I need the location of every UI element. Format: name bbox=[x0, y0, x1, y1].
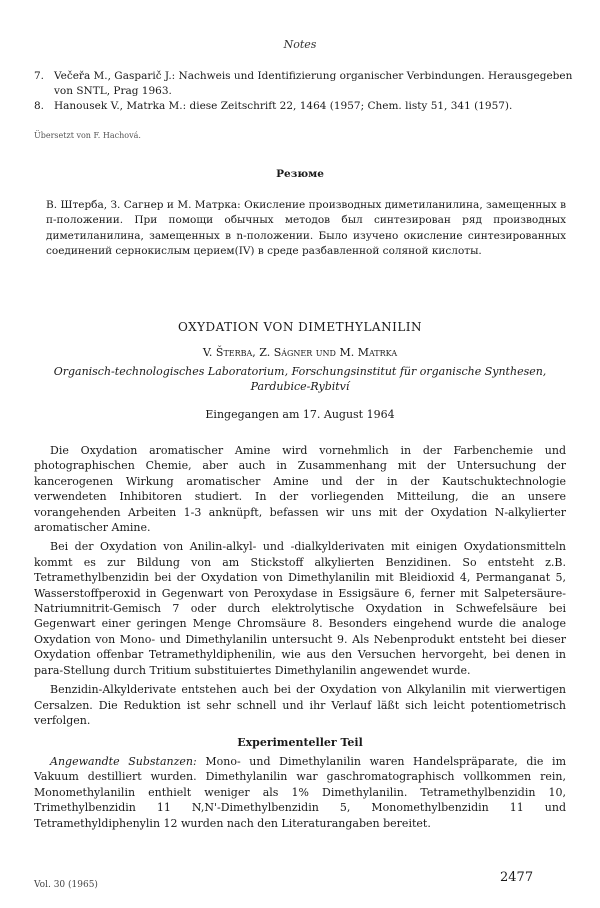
running-header: Notes bbox=[283, 38, 317, 51]
resume-text: В. Штерба, З. Сагнер и М. Матрка: Окисление производных диметиланилина, замещенных в п-положении. При помощи обычных методов был синтезирован ряд производных диметиланилина, замещенных в n-положении. Было изучено окисление синтезированных соединений сернокислым церием(IV) в среде разбавленной соляной кислоты. bbox=[46, 199, 566, 258]
section-heading: Experimenteller Teil bbox=[237, 736, 363, 749]
affiliation-line: Pardubice-Rybitví bbox=[250, 380, 350, 393]
article-authors: V. Šterba, Z. Ságner und M. Matrka bbox=[202, 346, 398, 359]
page-number: 2477 bbox=[500, 870, 534, 885]
paragraph: Benzidin-Alkylderivate entstehen auch bei der Oxydation von Alkylanilin mit vierwertigen Cersalzen. Die Reduktion ist sehr schnell und ihr Verlauf läßt sich leicht potentiometrisch verfolgen. bbox=[34, 683, 566, 727]
journal-volume: Vol. 30 (1965) bbox=[34, 880, 98, 890]
main-text bbox=[34, 443, 566, 732]
paragraph: Bei der Oxydation von Anilin-alkyl- und -dialkylderivaten mit einigen Oxydationsmitteln kommt es zur Bildung von am Stickstoff alkylierten Benzidinen. So entsteht z.B. Tetramethylbenzidin bei der Oxydation von Dimethylanilin mit Bleidioxid 4, Permanganat 5, Wasserstoffperoxid in Gegenwart von Peroxydase in Essigsäure 6, ferner mit Salpetersäure-Natriumnitrit-Gemisch 7 oder durch elektrolytische Oxydation in Schwefelsäure bei Gegenwart einer geringen Menge Chromsäure 8. Besonders eingehend wurde die analoge Oxydation von Mono- und Dimethylanilin untersucht 9. Als Nebenprodukt entsteht bei dieser Oxydation offenbar Tetramethyldiphenilin, wie aus den Versuchen hervorgeht, bei denen in para-Stellung durch Tritium substituiertes Dimethylanilin angewendet wurde. bbox=[34, 540, 566, 677]
reference-text: Hanousek V., Matrka M.: diese Zeitschrift 22, 1464 (1957; Chem. listy 51, 341 (1957). bbox=[54, 100, 513, 112]
resume-heading: Резюме bbox=[276, 168, 324, 180]
reference-number: 7. bbox=[34, 70, 45, 82]
reference-text: Večeřa M., Gasparič J.: Nachweis und Identifizierung organischer Verbindungen. Herausgegeben von SNTL, Prag 1963. bbox=[54, 70, 573, 97]
experimental-text bbox=[34, 754, 566, 831]
translator-note: Übersetzt von F. Hachová. bbox=[34, 131, 141, 140]
affiliation-line: Organisch-technologisches Laboratorium, Forschungsinstitut für organische Synthesen, bbox=[53, 365, 547, 378]
article-affiliation bbox=[0, 364, 600, 394]
reference-list bbox=[34, 69, 594, 114]
received-date: Eingegangen am 17. August 1964 bbox=[205, 408, 395, 421]
paragraph bbox=[34, 754, 566, 831]
reference-item bbox=[34, 69, 594, 99]
article-title: OXYDATION VON DIMETHYLANILIN bbox=[177, 320, 423, 334]
paragraph-body: Mono- und Dimethylanilin waren Handelspräparate, die im Vakuum destilliert wurden. Dimethylanilin war gaschromatographisch vollkommen rein, Monomethylanilin enthielt weniger als 1% Dimethylanilin. Tetramethylbenzidin 10, Trimethylbenzidin 11 N,N'-Dimethylbenzidin 5, Monomethylbenzidin 11 und Tetramethyldiphenylin 12 wurden nach den Literaturangaben bereitet. bbox=[34, 755, 566, 830]
reference-item bbox=[34, 99, 594, 114]
reference-number: 8. bbox=[34, 100, 45, 112]
paragraph-lead: Angewandte Substanzen: bbox=[50, 755, 197, 768]
paragraph: Die Oxydation aromatischer Amine wird vornehmlich in der Farbenchemie und photographischen Chemie, aber auch in Zusammenhang mit der Untersuchung der kancerogenen Wirkung aromatischer Amine und der in der Kautschuktechnologie verwendeten Inhibitoren studiert. In der vorliegenden Mitteilung, die an unsere vorangehenden Arbeiten 1-3 anknüpft, befassen wir uns mit der Oxydation N-alkylierter aromatischer Amine. bbox=[34, 444, 566, 535]
